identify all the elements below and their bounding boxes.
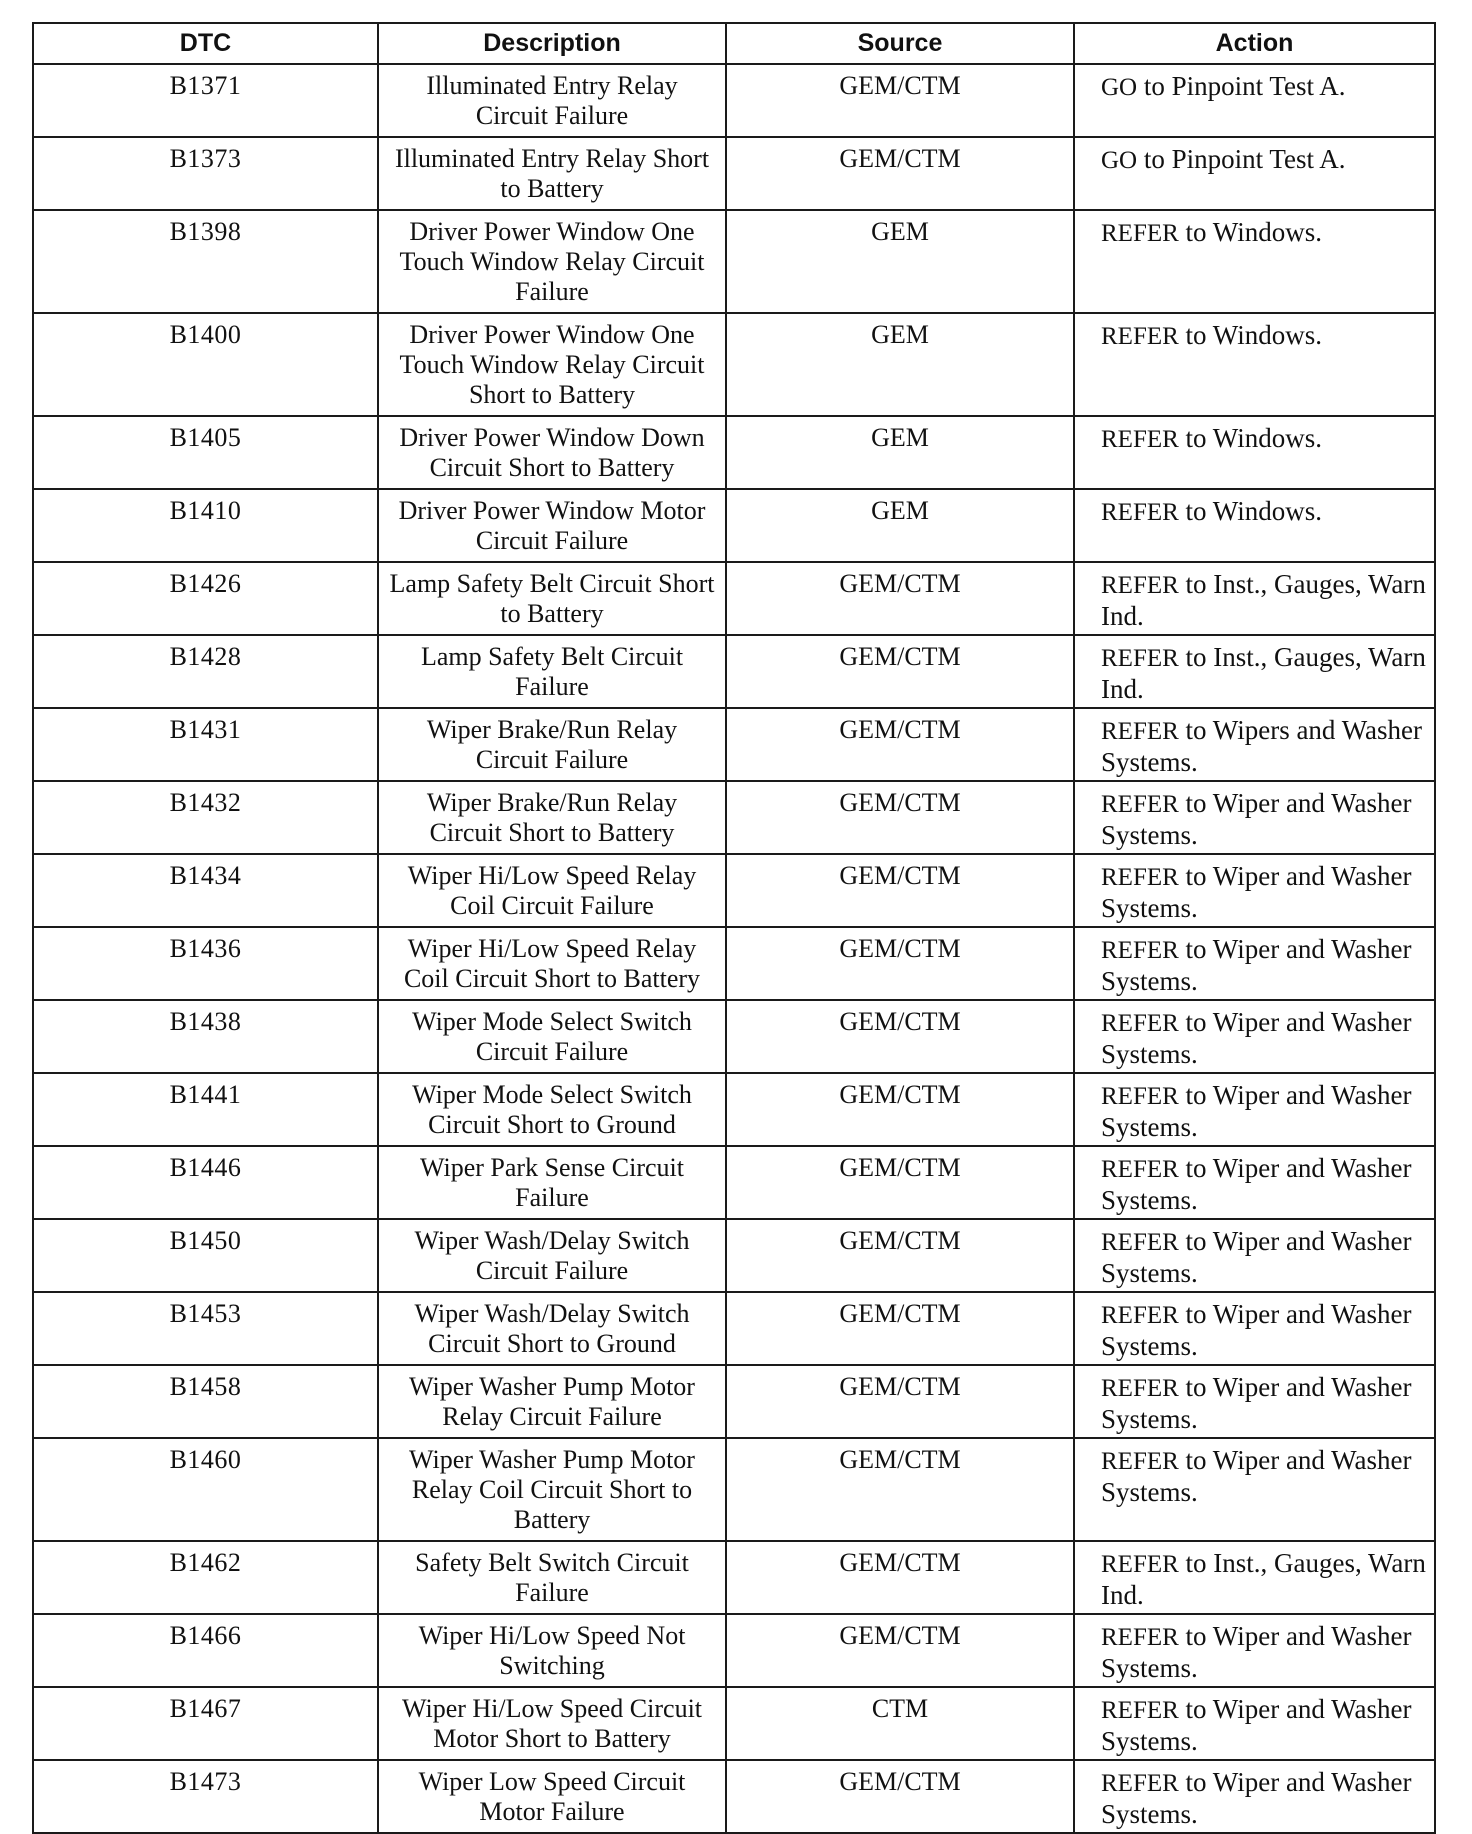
- dtc-code-cell: B1473: [33, 1760, 378, 1833]
- description-cell: Wiper Brake/Run Relay Circuit Failure: [378, 708, 726, 781]
- action-reference: to Wiper and Washer Systems.: [1101, 1372, 1412, 1434]
- dtc-code-cell: B1466: [33, 1614, 378, 1687]
- action-reference: to Pinpoint Test A.: [1143, 71, 1346, 101]
- action-keyword: REFER: [1101, 499, 1179, 526]
- dtc-code-cell: B1446: [33, 1146, 378, 1219]
- action-cell: [1074, 1438, 1435, 1541]
- action-reference: to Wiper and Washer Systems.: [1101, 1226, 1412, 1288]
- table-row: [33, 1073, 1435, 1146]
- source-cell: GEM/CTM: [726, 1438, 1074, 1541]
- action-keyword: REFER: [1101, 645, 1179, 672]
- action-reference: to Windows.: [1185, 320, 1322, 350]
- dtc-code-cell: B1428: [33, 635, 378, 708]
- header-action: Action: [1074, 23, 1435, 64]
- table-row: [33, 635, 1435, 708]
- header-source: Source: [726, 23, 1074, 64]
- dtc-code-cell: B1373: [33, 137, 378, 210]
- action-keyword: REFER: [1101, 864, 1179, 891]
- action-reference: to Wipers and Washer Systems.: [1101, 715, 1422, 777]
- action-keyword: REFER: [1101, 1229, 1179, 1256]
- action-keyword: REFER: [1101, 791, 1179, 818]
- dtc-code-cell: B1467: [33, 1687, 378, 1760]
- source-cell: GEM/CTM: [726, 781, 1074, 854]
- action-reference: to Wiper and Washer Systems.: [1101, 1621, 1412, 1683]
- table-header-row: [33, 23, 1435, 64]
- table-row: [33, 489, 1435, 562]
- action-cell: [1074, 313, 1435, 416]
- description-cell: Driver Power Window Down Circuit Short to Battery: [378, 416, 726, 489]
- dtc-code-cell: B1453: [33, 1292, 378, 1365]
- dtc-code-cell: B1436: [33, 927, 378, 1000]
- action-reference: to Wiper and Washer Systems.: [1101, 1007, 1412, 1069]
- description-cell: Lamp Safety Belt Circuit Short to Battery: [378, 562, 726, 635]
- description-cell: Wiper Brake/Run Relay Circuit Short to Battery: [378, 781, 726, 854]
- action-keyword: REFER: [1101, 220, 1179, 247]
- table-row: [33, 708, 1435, 781]
- source-cell: GEM/CTM: [726, 1073, 1074, 1146]
- header-description: Description: [378, 23, 726, 64]
- action-reference: to Wiper and Washer Systems.: [1101, 861, 1412, 923]
- action-keyword: GO: [1101, 74, 1138, 101]
- action-keyword: REFER: [1101, 1697, 1179, 1724]
- dtc-code-cell: B1460: [33, 1438, 378, 1541]
- action-reference: to Wiper and Washer Systems.: [1101, 1694, 1412, 1756]
- source-cell: GEM: [726, 489, 1074, 562]
- description-cell: Wiper Wash/Delay Switch Circuit Short to Ground: [378, 1292, 726, 1365]
- table-row: [33, 1541, 1435, 1614]
- action-keyword: REFER: [1101, 1770, 1179, 1797]
- source-cell: GEM/CTM: [726, 635, 1074, 708]
- action-cell: [1074, 1760, 1435, 1833]
- table-row: [33, 313, 1435, 416]
- action-cell: [1074, 416, 1435, 489]
- action-keyword: REFER: [1101, 1551, 1179, 1578]
- action-cell: [1074, 137, 1435, 210]
- action-keyword: REFER: [1101, 718, 1179, 745]
- action-keyword: REFER: [1101, 323, 1179, 350]
- action-cell: [1074, 489, 1435, 562]
- table-row: [33, 1219, 1435, 1292]
- dtc-code-cell: B1441: [33, 1073, 378, 1146]
- action-reference: to Wiper and Washer Systems.: [1101, 1445, 1412, 1507]
- dtc-code-cell: B1398: [33, 210, 378, 313]
- source-cell: GEM/CTM: [726, 854, 1074, 927]
- action-cell: [1074, 64, 1435, 137]
- table-row: [33, 562, 1435, 635]
- source-cell: CTM: [726, 1687, 1074, 1760]
- description-cell: Illuminated Entry Relay Circuit Failure: [378, 64, 726, 137]
- dtc-code-cell: B1450: [33, 1219, 378, 1292]
- description-cell: Wiper Hi/Low Speed Relay Coil Circuit Failure: [378, 854, 726, 927]
- action-cell: [1074, 708, 1435, 781]
- dtc-code-cell: B1432: [33, 781, 378, 854]
- table-row: [33, 416, 1435, 489]
- source-cell: GEM/CTM: [726, 137, 1074, 210]
- dtc-code-cell: B1438: [33, 1000, 378, 1073]
- action-cell: [1074, 1000, 1435, 1073]
- source-cell: GEM: [726, 210, 1074, 313]
- table-row: [33, 781, 1435, 854]
- dtc-code-cell: B1434: [33, 854, 378, 927]
- source-cell: GEM/CTM: [726, 1219, 1074, 1292]
- description-cell: Wiper Low Speed Circuit Motor Failure: [378, 1760, 726, 1833]
- description-cell: Wiper Hi/Low Speed Relay Coil Circuit Short to Battery: [378, 927, 726, 1000]
- table-row: [33, 1292, 1435, 1365]
- source-cell: GEM/CTM: [726, 1292, 1074, 1365]
- dtc-code-cell: B1410: [33, 489, 378, 562]
- action-reference: to Wiper and Washer Systems.: [1101, 934, 1412, 996]
- action-cell: [1074, 1292, 1435, 1365]
- action-cell: [1074, 635, 1435, 708]
- action-keyword: REFER: [1101, 1302, 1179, 1329]
- table-row: [33, 927, 1435, 1000]
- table-row: [33, 1365, 1435, 1438]
- dtc-table-container: [32, 22, 1434, 1834]
- source-cell: GEM/CTM: [726, 1614, 1074, 1687]
- action-reference: to Wiper and Washer Systems.: [1101, 1153, 1412, 1215]
- table-row: [33, 1000, 1435, 1073]
- action-keyword: REFER: [1101, 1448, 1179, 1475]
- action-cell: [1074, 1365, 1435, 1438]
- description-cell: Driver Power Window One Touch Window Relay Circuit Failure: [378, 210, 726, 313]
- source-cell: GEM/CTM: [726, 1760, 1074, 1833]
- description-cell: Wiper Hi/Low Speed Not Switching: [378, 1614, 726, 1687]
- description-cell: Driver Power Window One Touch Window Relay Circuit Short to Battery: [378, 313, 726, 416]
- action-keyword: REFER: [1101, 426, 1179, 453]
- description-cell: Wiper Wash/Delay Switch Circuit Failure: [378, 1219, 726, 1292]
- description-cell: Driver Power Window Motor Circuit Failure: [378, 489, 726, 562]
- description-cell: Wiper Mode Select Switch Circuit Failure: [378, 1000, 726, 1073]
- source-cell: GEM/CTM: [726, 64, 1074, 137]
- action-cell: [1074, 1614, 1435, 1687]
- table-row: [33, 1614, 1435, 1687]
- table-body: [33, 64, 1435, 1833]
- action-reference: to Inst., Gauges, Warn Ind.: [1101, 1548, 1426, 1610]
- table-row: [33, 1760, 1435, 1833]
- action-cell: [1074, 927, 1435, 1000]
- action-cell: [1074, 1146, 1435, 1219]
- dtc-code-cell: B1462: [33, 1541, 378, 1614]
- action-keyword: GO: [1101, 147, 1138, 174]
- action-reference: to Inst., Gauges, Warn Ind.: [1101, 569, 1426, 631]
- action-cell: [1074, 210, 1435, 313]
- action-reference: to Wiper and Washer Systems.: [1101, 1080, 1412, 1142]
- dtc-code-cell: B1426: [33, 562, 378, 635]
- source-cell: GEM/CTM: [726, 1146, 1074, 1219]
- table-row: [33, 210, 1435, 313]
- action-reference: to Wiper and Washer Systems.: [1101, 788, 1412, 850]
- dtc-table: [32, 22, 1436, 1834]
- source-cell: GEM/CTM: [726, 562, 1074, 635]
- action-keyword: REFER: [1101, 1156, 1179, 1183]
- action-keyword: REFER: [1101, 572, 1179, 599]
- table-row: [33, 854, 1435, 927]
- description-cell: Wiper Washer Pump Motor Relay Circuit Failure: [378, 1365, 726, 1438]
- action-cell: [1074, 1219, 1435, 1292]
- action-cell: [1074, 1073, 1435, 1146]
- action-cell: [1074, 854, 1435, 927]
- dtc-code-cell: B1405: [33, 416, 378, 489]
- action-reference: to Windows.: [1185, 217, 1322, 247]
- action-reference: to Pinpoint Test A.: [1143, 144, 1346, 174]
- source-cell: GEM/CTM: [726, 1541, 1074, 1614]
- source-cell: GEM/CTM: [726, 708, 1074, 781]
- action-cell: [1074, 1687, 1435, 1760]
- description-cell: Lamp Safety Belt Circuit Failure: [378, 635, 726, 708]
- table-row: [33, 64, 1435, 137]
- description-cell: Wiper Park Sense Circuit Failure: [378, 1146, 726, 1219]
- action-reference: to Inst., Gauges, Warn Ind.: [1101, 642, 1426, 704]
- description-cell: Wiper Washer Pump Motor Relay Coil Circuit Short to Battery: [378, 1438, 726, 1541]
- header-dtc: DTC: [33, 23, 378, 64]
- dtc-code-cell: B1400: [33, 313, 378, 416]
- table-row: [33, 137, 1435, 210]
- dtc-code-cell: B1458: [33, 1365, 378, 1438]
- action-reference: to Wiper and Washer Systems.: [1101, 1767, 1412, 1829]
- description-cell: Illuminated Entry Relay Short to Battery: [378, 137, 726, 210]
- source-cell: GEM/CTM: [726, 1000, 1074, 1073]
- source-cell: GEM/CTM: [726, 927, 1074, 1000]
- action-cell: [1074, 1541, 1435, 1614]
- source-cell: GEM: [726, 313, 1074, 416]
- description-cell: Safety Belt Switch Circuit Failure: [378, 1541, 726, 1614]
- dtc-code-cell: B1371: [33, 64, 378, 137]
- action-keyword: REFER: [1101, 1010, 1179, 1037]
- description-cell: Wiper Mode Select Switch Circuit Short to Ground: [378, 1073, 726, 1146]
- action-reference: to Windows.: [1185, 496, 1322, 526]
- action-keyword: REFER: [1101, 1624, 1179, 1651]
- source-cell: GEM: [726, 416, 1074, 489]
- table-row: [33, 1438, 1435, 1541]
- source-cell: GEM/CTM: [726, 1365, 1074, 1438]
- table-row: [33, 1146, 1435, 1219]
- action-keyword: REFER: [1101, 937, 1179, 964]
- table-row: [33, 1687, 1435, 1760]
- description-cell: Wiper Hi/Low Speed Circuit Motor Short to Battery: [378, 1687, 726, 1760]
- action-cell: [1074, 781, 1435, 854]
- action-reference: to Windows.: [1185, 423, 1322, 453]
- action-keyword: REFER: [1101, 1083, 1179, 1110]
- action-cell: [1074, 562, 1435, 635]
- dtc-code-cell: B1431: [33, 708, 378, 781]
- action-reference: to Wiper and Washer Systems.: [1101, 1299, 1412, 1361]
- action-keyword: REFER: [1101, 1375, 1179, 1402]
